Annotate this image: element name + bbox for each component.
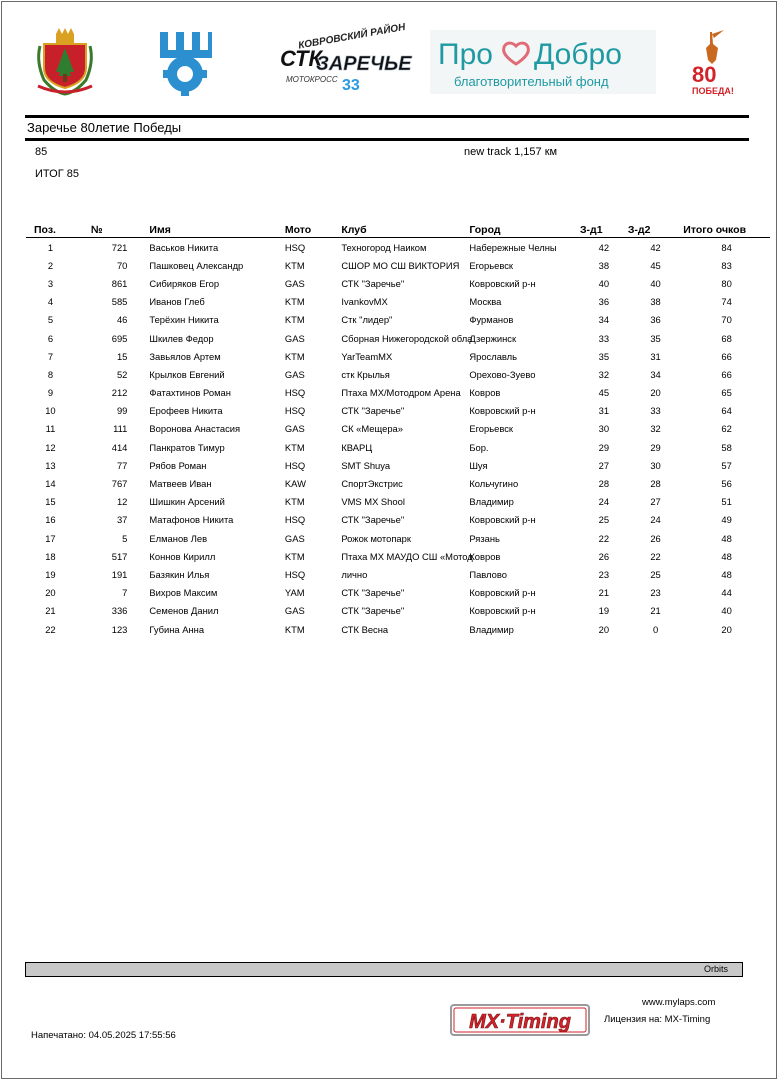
cell-pos: 10 [45, 405, 56, 417]
cell-city: Владимир [469, 623, 514, 635]
svg-text:ПОБЕДА!: ПОБЕДА! [692, 86, 734, 96]
cell-total: 20 [721, 623, 732, 635]
cell-club: СТК "Заречье" [341, 514, 405, 526]
header-name: Имя [137, 222, 285, 238]
cell-race2: 42 [650, 241, 661, 253]
header-race1: З-д1 [580, 222, 628, 238]
cell-club: IvankovMX [341, 296, 388, 308]
mx-timing-logo [450, 1004, 590, 1036]
header-bottom-rule [25, 138, 749, 141]
table-row [26, 329, 770, 347]
cell-num: 721 [111, 241, 128, 253]
cell-moto: KTM [284, 496, 305, 508]
cell-race1: 23 [598, 568, 610, 580]
cell-race1: 28 [598, 478, 610, 490]
cell-city: Ковровский р-н [469, 587, 536, 599]
cell-race2: 34 [650, 368, 661, 380]
cell-total: 49 [721, 514, 732, 526]
cell-city: Кольчугино [469, 478, 519, 490]
results-table [26, 222, 770, 638]
cell-race1: 26 [598, 550, 610, 562]
header-num: № [75, 222, 138, 238]
cell-num: 123 [111, 623, 128, 635]
svg-text:Про: Про [438, 38, 493, 71]
cell-total: 70 [721, 314, 732, 326]
cell-pos: 8 [47, 368, 54, 380]
cell-city: Шуя [469, 459, 488, 471]
cell-num: 5 [122, 532, 128, 544]
header-top-rule [25, 115, 749, 118]
cell-race1: 25 [598, 514, 610, 526]
stk-zarechye-motocross-logo [276, 21, 412, 94]
svg-text:MX·Timing: MX·Timing [469, 1011, 571, 1033]
cell-moto: HSQ [284, 405, 306, 417]
cell-total: 56 [721, 478, 732, 490]
website-text: www.mylaps.com [642, 997, 716, 1008]
table-header-row [26, 222, 770, 238]
cell-race1: 22 [598, 532, 610, 544]
track-info: new track 1,157 км [464, 146, 558, 158]
cell-club: СТК "Заречье" [341, 405, 405, 417]
cell-race1: 38 [598, 259, 610, 271]
cell-club: Птаха MX/Мотодром Арена [341, 387, 461, 399]
orbits-label: Orbits [703, 964, 728, 974]
cell-moto: HSQ [284, 459, 306, 471]
cell-race2: 0 [652, 623, 659, 635]
cell-pos: 1 [47, 241, 54, 253]
cell-name: Крылков Евгений [149, 368, 225, 380]
table-row [26, 402, 770, 420]
cell-race2: 25 [650, 568, 661, 580]
cell-race1: 31 [598, 405, 610, 417]
cell-club: Сборная Нижегородской обла [341, 332, 473, 344]
cell-name: Губина Анна [149, 623, 205, 635]
cell-name: Елманов Лев [149, 532, 208, 544]
table-row [26, 620, 770, 638]
table-row [26, 584, 770, 602]
cell-num: 585 [111, 296, 128, 308]
cell-city: Дзержинск [469, 332, 517, 344]
cell-num: 7 [122, 587, 128, 599]
cell-name: Панкратов Тимур [149, 441, 225, 453]
cell-num: 77 [116, 459, 128, 471]
cell-pos: 13 [45, 459, 56, 471]
table-row [26, 365, 770, 383]
svg-text:80: 80 [692, 62, 717, 87]
header-city: Город [469, 222, 580, 238]
table-row [26, 511, 770, 529]
cell-total: 80 [721, 277, 732, 289]
cell-pos: 22 [45, 623, 56, 635]
cell-pos: 17 [45, 532, 56, 544]
svg-text:ЗАРЕЧЬЕ: ЗАРЕЧЬЕ [316, 53, 412, 75]
svg-text:КОВРОВСКИЙ РАЙОН: КОВРОВСКИЙ РАЙОН [297, 21, 407, 52]
cell-pos: 18 [45, 550, 56, 562]
cell-num: 70 [116, 259, 128, 271]
cell-race1: 29 [598, 441, 610, 453]
cell-club: КВАРЦ [341, 441, 373, 453]
cell-moto: GAS [284, 605, 305, 617]
cell-pos: 2 [47, 259, 54, 271]
table-row [26, 420, 770, 438]
header-moto: Мото [285, 222, 337, 238]
cell-moto: KTM [284, 550, 305, 562]
cell-pos: 12 [45, 441, 56, 453]
cell-club: СТК Весна [341, 623, 389, 635]
cell-moto: HSQ [284, 514, 306, 526]
cell-total: 84 [721, 241, 732, 253]
cell-pos: 21 [45, 605, 56, 617]
cell-moto: GAS [284, 423, 305, 435]
cell-race2: 33 [650, 405, 661, 417]
cell-num: 46 [116, 314, 128, 326]
cell-moto: HSQ [284, 568, 306, 580]
cell-name: Терёхин Никита [149, 314, 219, 326]
cell-moto: KTM [284, 623, 305, 635]
summary-label: ИТОГ 85 [35, 168, 79, 180]
table-row [26, 493, 770, 511]
cell-pos: 4 [47, 296, 54, 308]
cell-race2: 40 [650, 277, 661, 289]
cell-name: Матвеев Иван [149, 478, 212, 490]
cell-race2: 36 [650, 314, 661, 326]
cell-moto: GAS [284, 368, 305, 380]
table-row [26, 347, 770, 365]
cell-city: Ярославль [469, 350, 518, 362]
cell-pos: 6 [47, 332, 54, 344]
header-pos: Поз. [26, 222, 75, 238]
cell-race2: 32 [650, 423, 661, 435]
cell-num: 99 [116, 405, 128, 417]
cell-club: стк Крылья [341, 368, 390, 380]
cell-num: 414 [111, 441, 128, 453]
cell-race2: 30 [650, 459, 661, 471]
cell-city: Бор. [469, 441, 489, 453]
cell-race2: 22 [650, 550, 661, 562]
cell-race1: 40 [598, 277, 610, 289]
cell-name: Завьялов Артем [149, 350, 221, 362]
cell-total: 68 [721, 332, 732, 344]
cell-city: Фурманов [469, 314, 514, 326]
cell-num: 695 [111, 332, 128, 344]
cell-pos: 16 [45, 514, 56, 526]
header-total: Итого очков [683, 222, 770, 238]
cell-pos: 15 [45, 496, 56, 508]
cell-club: Рожок мотопарк [341, 532, 411, 544]
cell-race2: 20 [650, 387, 661, 399]
header-race2: З-д2 [628, 222, 683, 238]
cell-race1: 19 [598, 605, 610, 617]
cell-city: Егорьевск [469, 423, 514, 435]
table-row [26, 565, 770, 583]
table-row [26, 256, 770, 274]
cell-club: Стк "лидер" [341, 314, 393, 326]
cell-pos: 7 [47, 350, 54, 362]
table-row [26, 438, 770, 456]
cell-pos: 9 [47, 387, 54, 399]
cell-total: 66 [721, 350, 732, 362]
cell-race1: 24 [598, 496, 610, 508]
cell-race2: 45 [650, 259, 661, 271]
cell-race1: 34 [598, 314, 610, 326]
cell-race2: 38 [650, 296, 661, 308]
cell-num: 767 [111, 478, 128, 490]
cell-pos: 3 [47, 277, 54, 289]
cell-moto: YAM [284, 587, 305, 599]
svg-text:МОТОКРОСС: МОТОКРОСС [286, 75, 338, 84]
cell-race2: 35 [650, 332, 661, 344]
80-pobeda-logo [690, 30, 734, 98]
cell-club: СК «Мещера» [341, 423, 403, 435]
cell-total: 51 [721, 496, 732, 508]
cell-num: 37 [116, 514, 128, 526]
cell-name: Рябов Роман [149, 459, 207, 471]
header-club: Клуб [337, 222, 469, 238]
cell-pos: 19 [45, 568, 56, 580]
results-body [26, 238, 770, 639]
table-row [26, 547, 770, 565]
cell-race1: 33 [598, 332, 610, 344]
cell-city: Ковровский р-н [469, 605, 536, 617]
cell-city: Орехово-Зуево [469, 368, 536, 380]
cell-name: Шишкин Арсений [149, 496, 225, 508]
table-row [26, 274, 770, 292]
cell-moto: HSQ [284, 387, 306, 399]
cell-num: 111 [113, 423, 128, 435]
svg-text:Добро: Добро [534, 38, 622, 71]
cell-num: 191 [111, 568, 128, 580]
cell-race1: 42 [598, 241, 610, 253]
cell-club: YarTeamMX [341, 350, 393, 362]
cell-city: Егорьевск [469, 259, 514, 271]
cell-city: Ковровский р-н [469, 277, 536, 289]
cell-club: лично [341, 568, 368, 580]
table-row [26, 602, 770, 620]
cell-race2: 23 [650, 587, 661, 599]
cell-city: Ковровский р-н [469, 405, 536, 417]
cell-num: 12 [116, 496, 128, 508]
cell-num: 15 [116, 350, 128, 362]
cell-city: Москва [469, 296, 502, 308]
cell-moto: GAS [284, 532, 305, 544]
cell-club: СШОР МО СШ ВИКТОРИЯ [341, 259, 460, 271]
cell-club: VMS MX Shool [341, 496, 405, 508]
vladimir-region-coat-of-arms-logo [34, 28, 96, 96]
license-text: Лицензия на: MX-Timing [604, 1014, 711, 1025]
event-title: Заречье 80летие Победы [27, 120, 182, 135]
table-row [26, 529, 770, 547]
table-row [26, 456, 770, 474]
cell-club: Техногород Наиком [341, 241, 427, 253]
cell-race1: 20 [598, 623, 610, 635]
cell-city: Ковровский р-н [469, 514, 536, 526]
cell-race1: 27 [598, 459, 610, 471]
cell-name: Шкилев Федор [149, 332, 214, 344]
cell-name: Васьков Никита [149, 241, 219, 253]
cell-club: СпортЭкстрис [341, 478, 403, 490]
table-row [26, 238, 770, 257]
cell-race2: 24 [650, 514, 661, 526]
table-row [26, 474, 770, 492]
cell-num: 336 [111, 605, 128, 617]
svg-text:благотворительный фонд: благотворительный фонд [454, 74, 609, 89]
cell-pos: 5 [47, 314, 54, 326]
cell-race2: 28 [650, 478, 661, 490]
cell-total: 62 [721, 423, 732, 435]
cell-total: 48 [721, 532, 732, 544]
cell-moto: GAS [284, 277, 305, 289]
cell-num: 52 [116, 368, 128, 380]
cell-total: 40 [721, 605, 732, 617]
cell-num: 212 [111, 387, 128, 399]
cell-race2: 27 [650, 496, 661, 508]
cell-race1: 45 [598, 387, 610, 399]
cell-total: 64 [721, 405, 732, 417]
cell-name: Фатахтинов Роман [149, 387, 231, 399]
cell-moto: KTM [284, 314, 305, 326]
cell-name: Коннов Кирилл [149, 550, 216, 562]
cell-total: 44 [721, 587, 732, 599]
cell-club: СТК "Заречье" [341, 605, 405, 617]
cell-pos: 14 [45, 478, 56, 490]
cell-race2: 31 [650, 350, 661, 362]
cell-city: Рязань [469, 532, 500, 544]
cell-moto: KTM [284, 350, 305, 362]
cell-total: 74 [721, 296, 732, 308]
cell-total: 66 [721, 368, 732, 380]
table-row [26, 311, 770, 329]
class-code: 85 [35, 146, 48, 158]
cell-num: 861 [111, 277, 128, 289]
svg-text:СТК: СТК [280, 46, 323, 71]
cell-race1: 30 [598, 423, 610, 435]
table-row [26, 384, 770, 402]
cell-city: Павлово [469, 568, 507, 580]
cell-race2: 21 [650, 605, 661, 617]
cell-pos: 20 [45, 587, 56, 599]
pro-dobro-charity-logo [430, 30, 656, 94]
cell-name: Семенов Данил [149, 605, 219, 617]
orbits-footer-bar [25, 962, 743, 977]
svg-text:33: 33 [342, 77, 360, 94]
cell-name: Иванов Глеб [149, 296, 205, 308]
cell-race1: 36 [598, 296, 610, 308]
cell-name: Базякин Илья [149, 568, 210, 580]
cell-city: Ковров [469, 387, 501, 399]
cell-total: 57 [721, 459, 732, 471]
cell-num: 517 [111, 550, 128, 562]
cell-name: Вихров Максим [149, 587, 218, 599]
cell-name: Воронова Анастасия [149, 423, 241, 435]
cell-race1: 32 [598, 368, 610, 380]
cell-club: SMT Shuya [341, 459, 391, 471]
cell-moto: KTM [284, 296, 305, 308]
cell-total: 83 [721, 259, 732, 271]
gear-industry-logo [152, 28, 218, 98]
table-row [26, 293, 770, 311]
printed-timestamp: Напечатано: 04.05.2025 17:55:56 [31, 1030, 176, 1041]
cell-total: 48 [721, 568, 732, 580]
cell-moto: KTM [284, 441, 305, 453]
cell-moto: GAS [284, 332, 305, 344]
cell-name: Ерофеев Никита [149, 405, 223, 417]
cell-club: Птаха МХ МАУДО СШ «Мотод [341, 550, 473, 562]
cell-race1: 35 [598, 350, 610, 362]
cell-pos: 11 [45, 423, 56, 435]
cell-total: 65 [721, 387, 732, 399]
cell-club: СТК "Заречье" [341, 277, 405, 289]
cell-city: Набережные Челны [469, 241, 557, 253]
cell-total: 58 [721, 441, 732, 453]
cell-moto: KTM [284, 259, 305, 271]
cell-name: Пашковец Александр [149, 259, 244, 271]
cell-moto: HSQ [284, 241, 306, 253]
cell-club: СТК "Заречье" [341, 587, 405, 599]
cell-name: Матафонов Никита [149, 514, 234, 526]
cell-race1: 21 [598, 587, 610, 599]
cell-name: Сибиряков Егор [149, 277, 220, 289]
cell-city: Владимир [469, 496, 514, 508]
cell-city: Ковров [469, 550, 501, 562]
cell-moto: KAW [284, 478, 306, 490]
cell-total: 48 [721, 550, 732, 562]
cell-race2: 29 [650, 441, 661, 453]
cell-race2: 26 [650, 532, 661, 544]
